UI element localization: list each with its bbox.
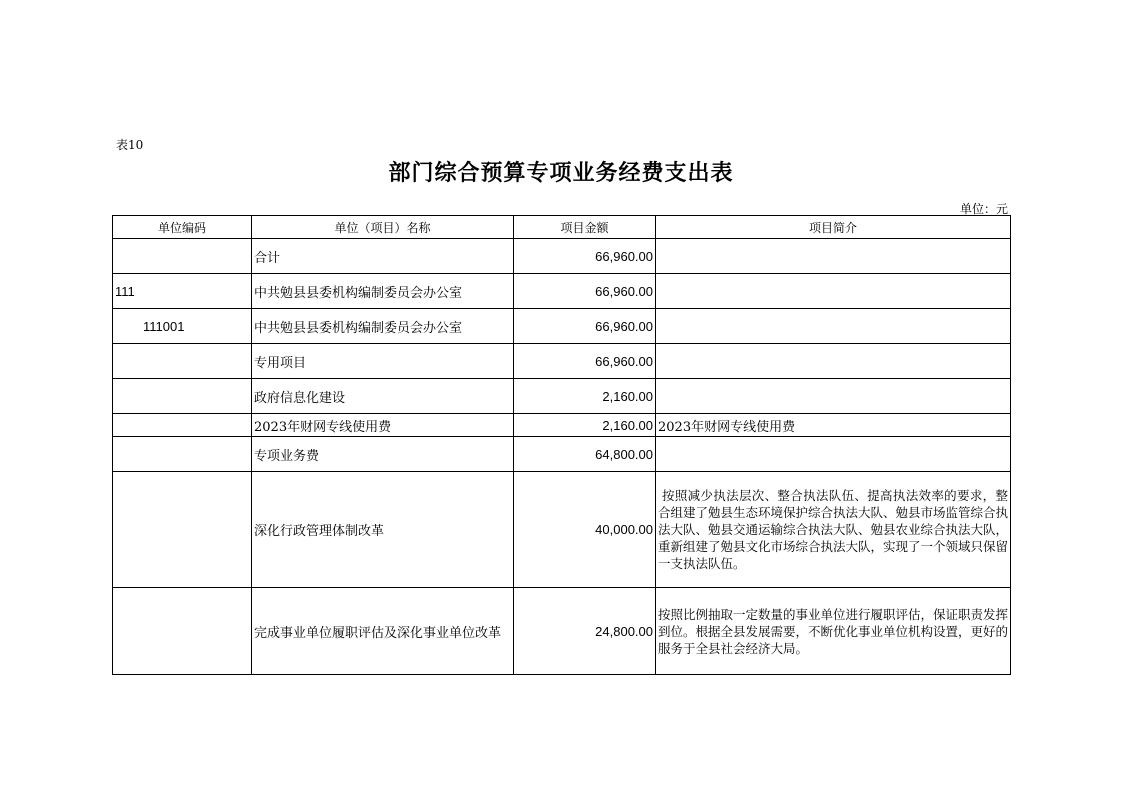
table-row [113, 309, 1011, 344]
table-label: 表10 [116, 138, 144, 152]
table-row [113, 588, 1011, 675]
row-description [656, 274, 1011, 309]
row-code [113, 379, 252, 414]
row-name: 2023年财网专线使用费 [252, 414, 514, 437]
table-row [113, 437, 1011, 472]
row-description [656, 344, 1011, 379]
row-name: 专项业务费 [252, 437, 514, 472]
table-row [113, 239, 1011, 274]
row-amount: 66,960.00 [514, 309, 656, 344]
header-description: 项目简介 [656, 216, 1011, 239]
page-title: 部门综合预算专项业务经费支出表 [388, 160, 734, 186]
table-row [113, 274, 1011, 309]
table-row [113, 414, 1011, 437]
row-amount: 2,160.00 [514, 379, 656, 414]
row-name: 中共勉县县委机构编制委员会办公室 [252, 309, 514, 344]
row-description [656, 437, 1011, 472]
row-description: 按照减少执法层次、整合执法队伍、提高执法效率的要求，整合组建了勉县生态环境保护综合执法大队、勉县市场监管综合执法大队、勉县交通运输综合执法大队、勉县农业综合执法大队，重新组建了勉县文化市场综合执法大队，实现了一个领域只保留一支执法队伍。 [656, 472, 1011, 588]
budget-table [112, 215, 1011, 675]
row-name: 专用项目 [252, 344, 514, 379]
row-code [113, 239, 252, 274]
row-description: 2023年财网专线使用费 [656, 414, 1011, 437]
row-description [656, 309, 1011, 344]
row-description: 按照比例抽取一定数量的事业单位进行履职评估，保证职责发挥到位。根据全县发展需要，不断优化事业单位机构设置，更好的服务于全县社会经济大局。 [656, 588, 1011, 675]
table-row [113, 379, 1011, 414]
row-code: 111001 [113, 309, 252, 344]
row-name: 完成事业单位履职评估及深化事业单位改革 [252, 588, 514, 675]
row-description [656, 239, 1011, 274]
row-code [113, 472, 252, 588]
row-amount: 66,960.00 [514, 274, 656, 309]
table-row [113, 344, 1011, 379]
header-amount: 项目金额 [514, 216, 656, 239]
row-code [113, 588, 252, 675]
row-amount: 24,800.00 [514, 588, 656, 675]
row-code [113, 414, 252, 437]
table-row [113, 472, 1011, 588]
row-name: 中共勉县县委机构编制委员会办公室 [252, 274, 514, 309]
header-unit-code: 单位编码 [113, 216, 252, 239]
header-row [113, 216, 1011, 239]
row-amount: 40,000.00 [514, 472, 656, 588]
row-amount: 64,800.00 [514, 437, 656, 472]
row-amount: 66,960.00 [514, 344, 656, 379]
header-unit-name: 单位（项目）名称 [252, 216, 514, 239]
row-code [113, 437, 252, 472]
row-description [656, 379, 1011, 414]
row-amount: 66,960.00 [514, 239, 656, 274]
row-code: 111 [113, 274, 252, 309]
unit-label: 单位：元 [959, 202, 1008, 216]
row-amount: 2,160.00 [514, 414, 656, 437]
row-name: 深化行政管理体制改革 [252, 472, 514, 588]
row-code [113, 344, 252, 379]
row-name: 合计 [252, 239, 514, 274]
row-name: 政府信息化建设 [252, 379, 514, 414]
